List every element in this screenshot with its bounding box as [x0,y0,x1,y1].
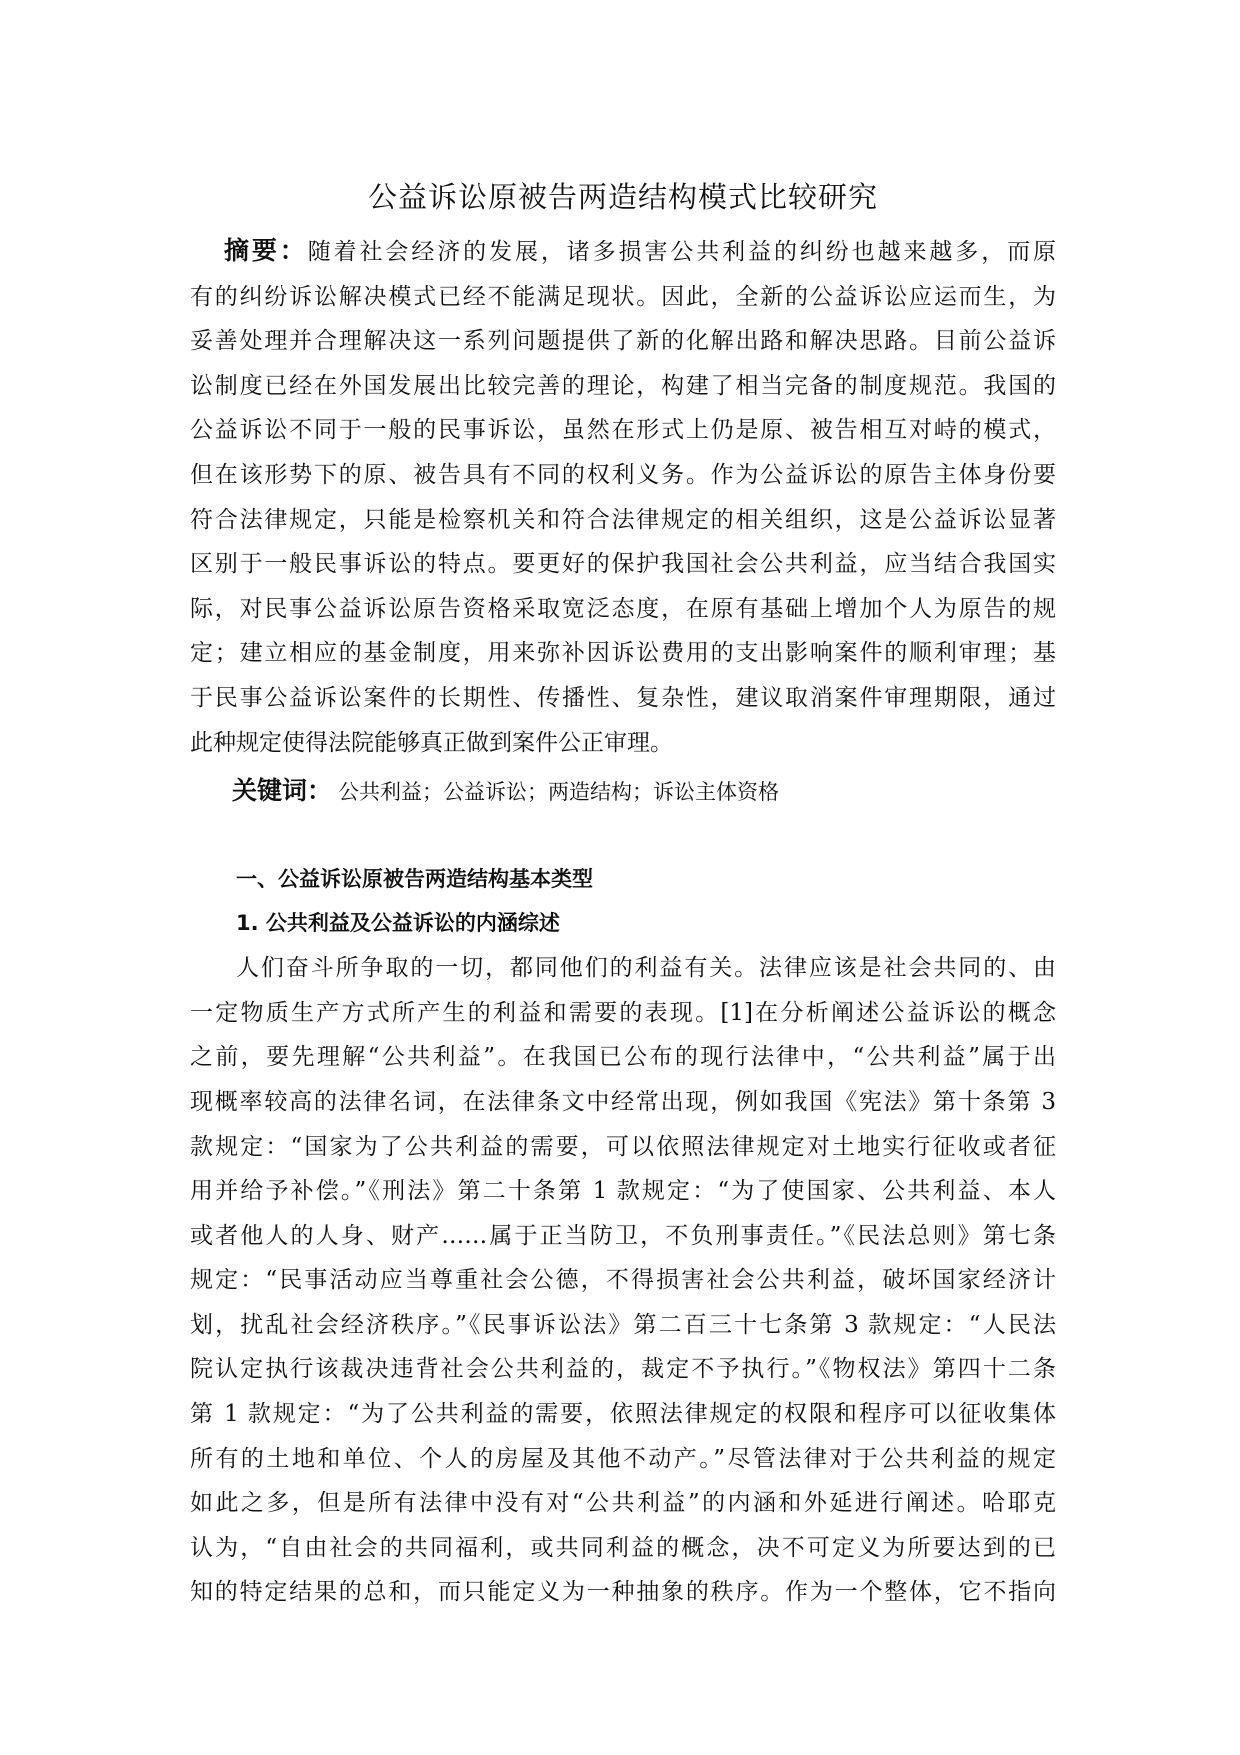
abstract-line: 于民事公益诉讼案件的长期性、传播性、复杂性，建议取消案件审理期限，通过 [190,684,1056,711]
body-paragraph [190,946,1056,1615]
keywords-text: 公共利益；公益诉讼；两造结构；诉讼主体资格 [338,780,780,805]
abstract-line [190,229,1056,275]
body-line: 人们奋斗所争取的一切，都同他们的利益有关。法律应该是社会共同的、由 [236,955,1056,982]
abstract-paragraph [190,229,1056,765]
abstract-line: 此种规定使得法院能够真正做到案件公正审理。 [190,729,673,756]
body-line: 一定物质生产方式所产生的利益和需要的表现。[1]在分析阐述公益诉讼的概念 [190,999,1056,1026]
body-line: 所有的土地和单位、个人的房屋及其他不动产。”尽管法律对于公共利益的规定 [190,1445,1056,1472]
abstract-line: 但在该形势下的原、被告具有不同的权利义务。作为公益诉讼的原告主体身份要 [190,461,1056,488]
document-content [190,175,1056,1615]
subsection-heading: 1. 公共利益及公益诉讼的内涵综述 [236,911,560,936]
body-line: 第 1 款规定：“为了公共利益的需要，依照法律规定的权限和程序可以征收集体 [190,1401,1056,1428]
keywords [190,769,1056,814]
body-line: 款规定：“国家为了公共利益的需要，可以依照法律规定对土地实行征收或者征 [190,1133,1056,1160]
body-line: 规定：“民事活动应当尊重社会公德，不得损害社会公共利益，破坏国家经济计 [190,1267,1056,1294]
body-line: 划，扰乱社会经济秩序。”《民事诉讼法》第二百三十七条第 3 款规定：“人民法 [190,1311,1056,1338]
body-line: 现概率较高的法律名词，在法律条文中经常出现，例如我国《宪法》第十条第 3 [190,1088,1056,1115]
abstract-line-text: 随着社会经济的发展，诸多损害公共利益的纠纷也越来越多，而原 [307,239,1056,265]
body-line: 之前，要先理解“公共利益”。在我国已公布的现行法律中，“公共利益”属于出 [190,1044,1056,1071]
abstract-line: 符合法律规定，只能是检察机关和符合法律规定的相关组织，这是公益诉讼显著 [190,506,1056,533]
abstract-line: 定；建立相应的基金制度，用来弥补因诉讼费用的支出影响案件的顺利审理；基 [190,640,1056,667]
body-line: 或者他人的人身、财产……属于正当防卫，不负刑事责任。”《民法总则》第七条 [190,1222,1056,1249]
body-line: 用并给予补偿。”《刑法》第二十条第 1 款规定：“为了使国家、公共利益、本人 [190,1178,1056,1205]
abstract-line: 公益诉讼不同于一般的民事诉讼，虽然在形式上仍是原、被告相互对峙的模式， [190,417,1056,444]
abstract-label: 摘要： [224,236,308,265]
body-line: 院认定执行该裁决违背社会公共利益的，裁定不予执行。”《物权法》第四十二条 [190,1356,1056,1383]
document-title: 公益诉讼原被告两造结构模式比较研究 [367,180,878,214]
body-line: 认为，“自由社会的共同福利，或共同利益的概念，决不可定义为所要达到的已 [190,1534,1056,1561]
abstract-line: 有的纠纷诉讼解决模式已经不能满足现状。因此，全新的公益诉讼应运而生，为 [190,283,1056,310]
abstract-line: 讼制度已经在外国发展出比较完善的理论，构建了相当完备的制度规范。我国的 [190,372,1056,399]
abstract-line: 区别于一般民事诉讼的特点。要更好的保护我国社会公共利益，应当结合我国实 [190,551,1056,578]
keywords-label: 关键词： [232,776,333,806]
abstract-line: 妥善处理并合理解决这一系列问题提供了新的化解出路和解决思路。目前公益诉 [190,328,1056,355]
abstract-line: 际，对民事公益诉讼原告资格采取宽泛态度，在原有基础上增加个人为原告的规 [190,595,1056,622]
section-heading: 一、公益诉讼原被告两造结构基本类型 [236,867,593,892]
body-line: 如此之多，但是所有法律中没有对“公共利益”的内涵和外延进行阐述。哈耶克 [190,1490,1056,1517]
body-line: 知的特定结果的总和，而只能定义为一种抽象的秩序。作为一个整体，它不指向 [190,1579,1056,1606]
